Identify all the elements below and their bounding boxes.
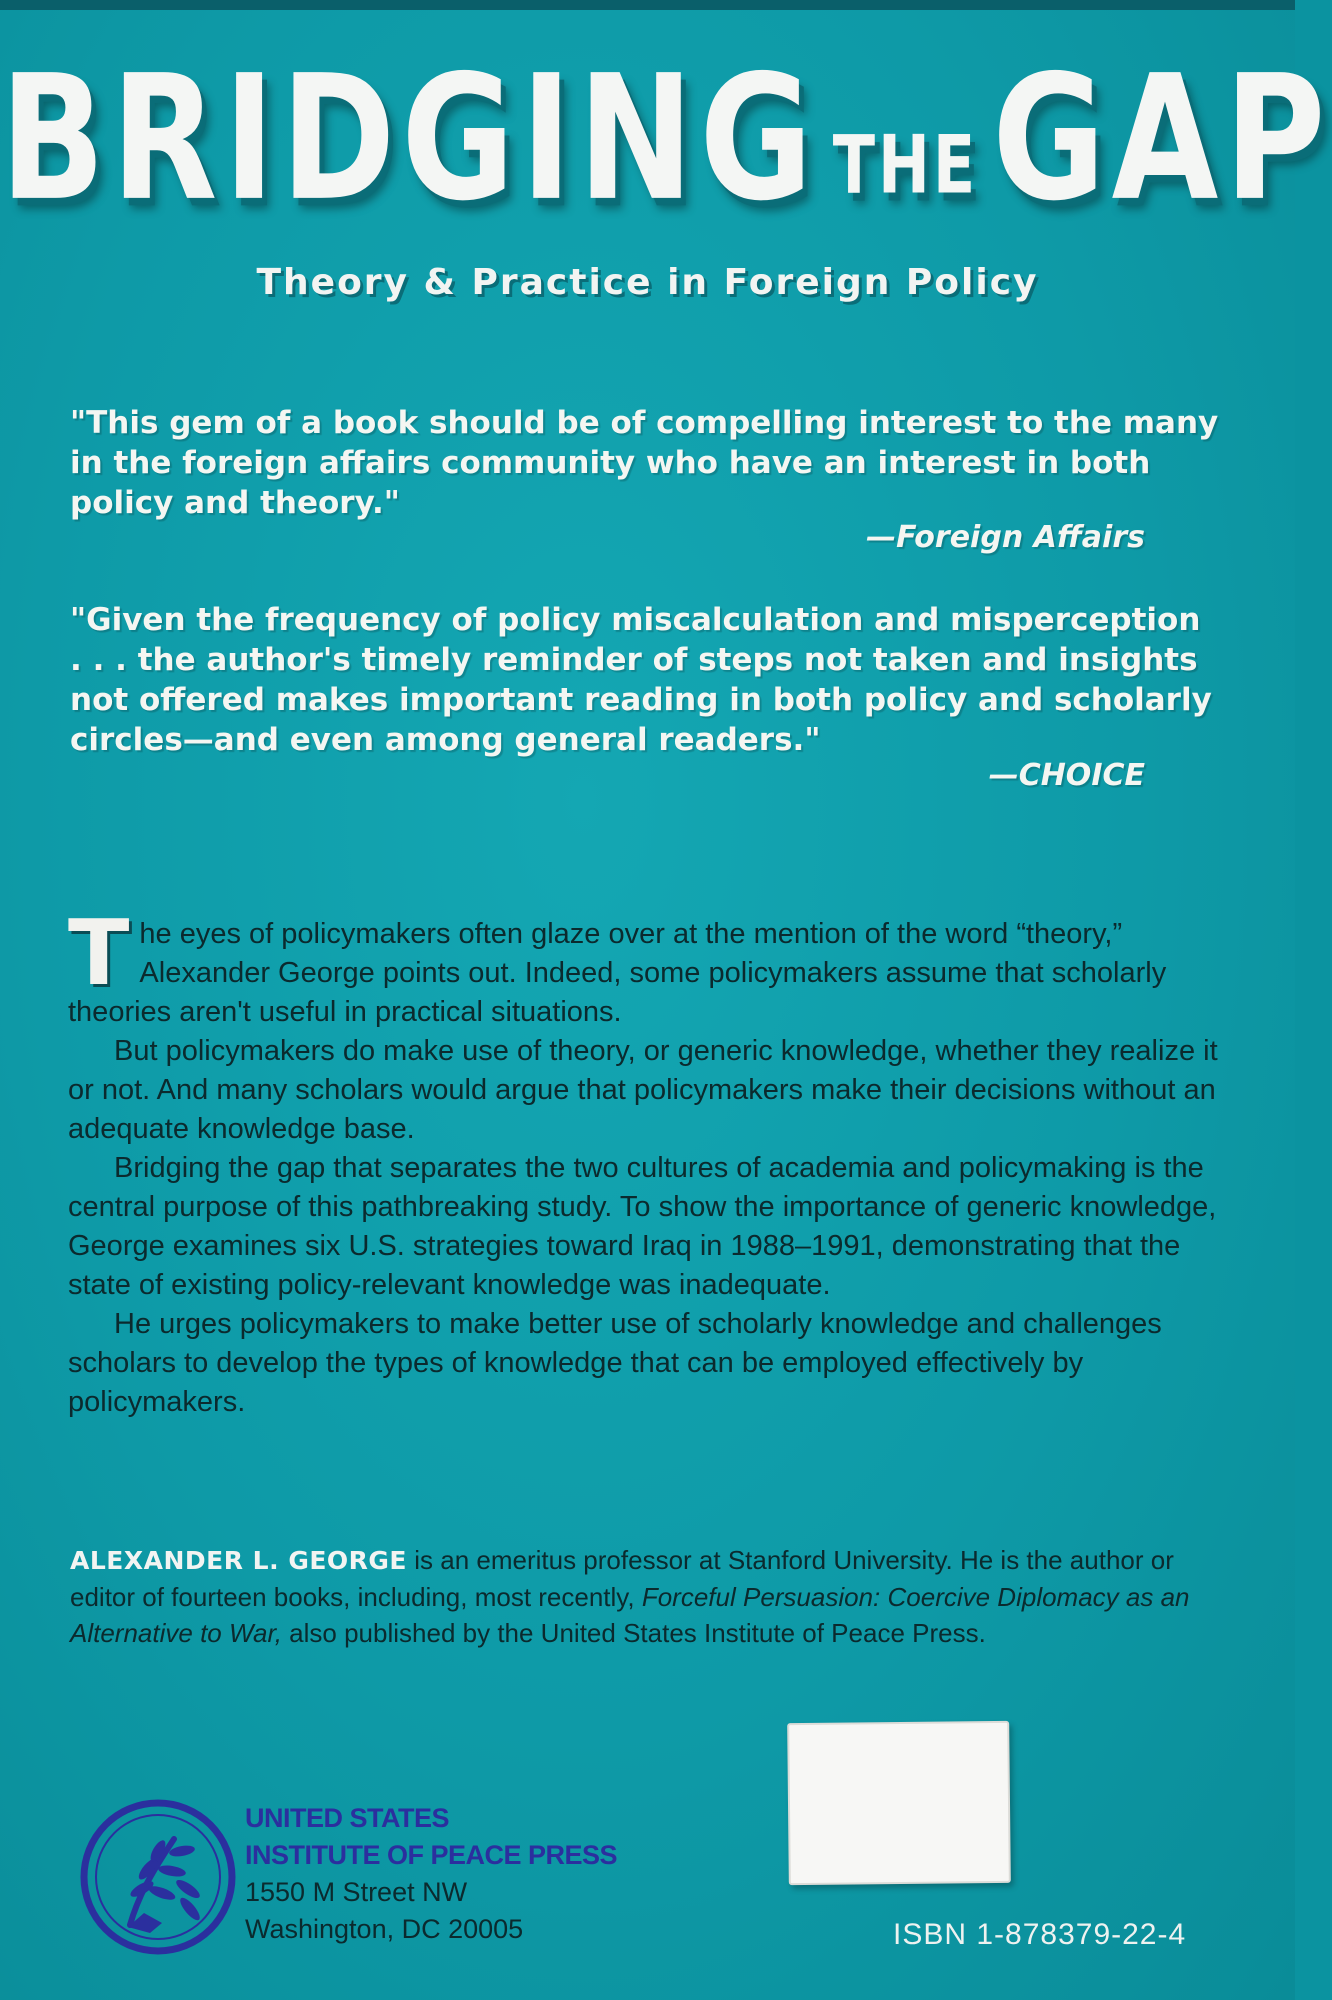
description-paragraph-2: But policymakers do make use of theory, or generic knowledge, whether they realize it or not. And many scholars would argue that policymakers make their decisions without an adequate knowledge base. <box>68 1035 1218 1145</box>
title-gap: GAP <box>992 37 1332 240</box>
author-bio <box>70 1542 1220 1651</box>
publisher-city: Washington, DC 20005 <box>245 1914 524 1944</box>
author-book-title: Forceful Persuasion: Coercive Diplomacy as an Alternative to War, <box>70 1582 1190 1648</box>
publisher-name-line-2: INSTITUTE OF PEACE PRESS <box>245 1840 618 1870</box>
review-source-1: —Foreign Affairs <box>866 520 1145 555</box>
book-subtitle: Theory & Practice in Foreign Policy <box>256 262 1039 303</box>
author-name: ALEXANDER L. GEORGE <box>70 1546 408 1575</box>
publisher-name-line-1: UNITED STATES <box>245 1803 450 1833</box>
description-paragraph-1 <box>68 901 1228 1032</box>
publisher-street: 1550 M Street NW <box>245 1877 468 1907</box>
title-the: THE <box>832 117 979 212</box>
description-paragraph-1-text: he eyes of policymakers often glaze over at the mention of the word “theory,” Alexander George points out. Indeed, some policymakers assume that scholarly theories aren't useful in practical situations. <box>68 918 1167 1028</box>
author-bio-text-2: also published by the United States Institute of Peace Press. <box>281 1618 986 1648</box>
olive-branch-seal-icon <box>78 1797 238 1957</box>
drop-cap: T <box>68 901 130 1006</box>
isbn-number: ISBN 1-878379-22-4 <box>893 1918 1187 1951</box>
book-title <box>0 37 1332 240</box>
blank-price-sticker <box>787 1721 1011 1885</box>
description-paragraph-3: Bridging the gap that separates the two cultures of academia and policymaking is the central purpose of this pathbreaking study. To show the importance of generic knowledge, George examines six U.S. strategies toward Iraq in 1988–1991, demonstrating that the state of existing policy-relevant knowledge was inadequate. <box>68 1152 1217 1301</box>
author-bio-text-1: is an emeritus professor at Stanford University. He is the author or editor of fourteen books, including, most recently, <box>70 1545 1174 1612</box>
book-description <box>68 901 1228 1422</box>
top-edge <box>0 0 1295 10</box>
review-quote-2: "Given the frequency of policy miscalculation and misperception . . . the author's timely reminder of steps not taken and insights not offered makes important reading in both policy and scholarly circles—and even among general readers." <box>70 602 1212 758</box>
title-bridging: BRIDGING <box>0 37 819 240</box>
description-paragraph-4: He urges policymakers to make better use of scholarly knowledge and challenges scholars to develop the types of knowledge that can be employed effectively by policymakers. <box>68 1308 1162 1418</box>
review-source-2: —CHOICE <box>988 758 1145 793</box>
publisher-block <box>245 1800 617 1948</box>
review-quote-1: "This gem of a book should be of compelling interest to the many in the foreign affairs community who have an interest in both policy and theory." <box>70 405 1219 521</box>
